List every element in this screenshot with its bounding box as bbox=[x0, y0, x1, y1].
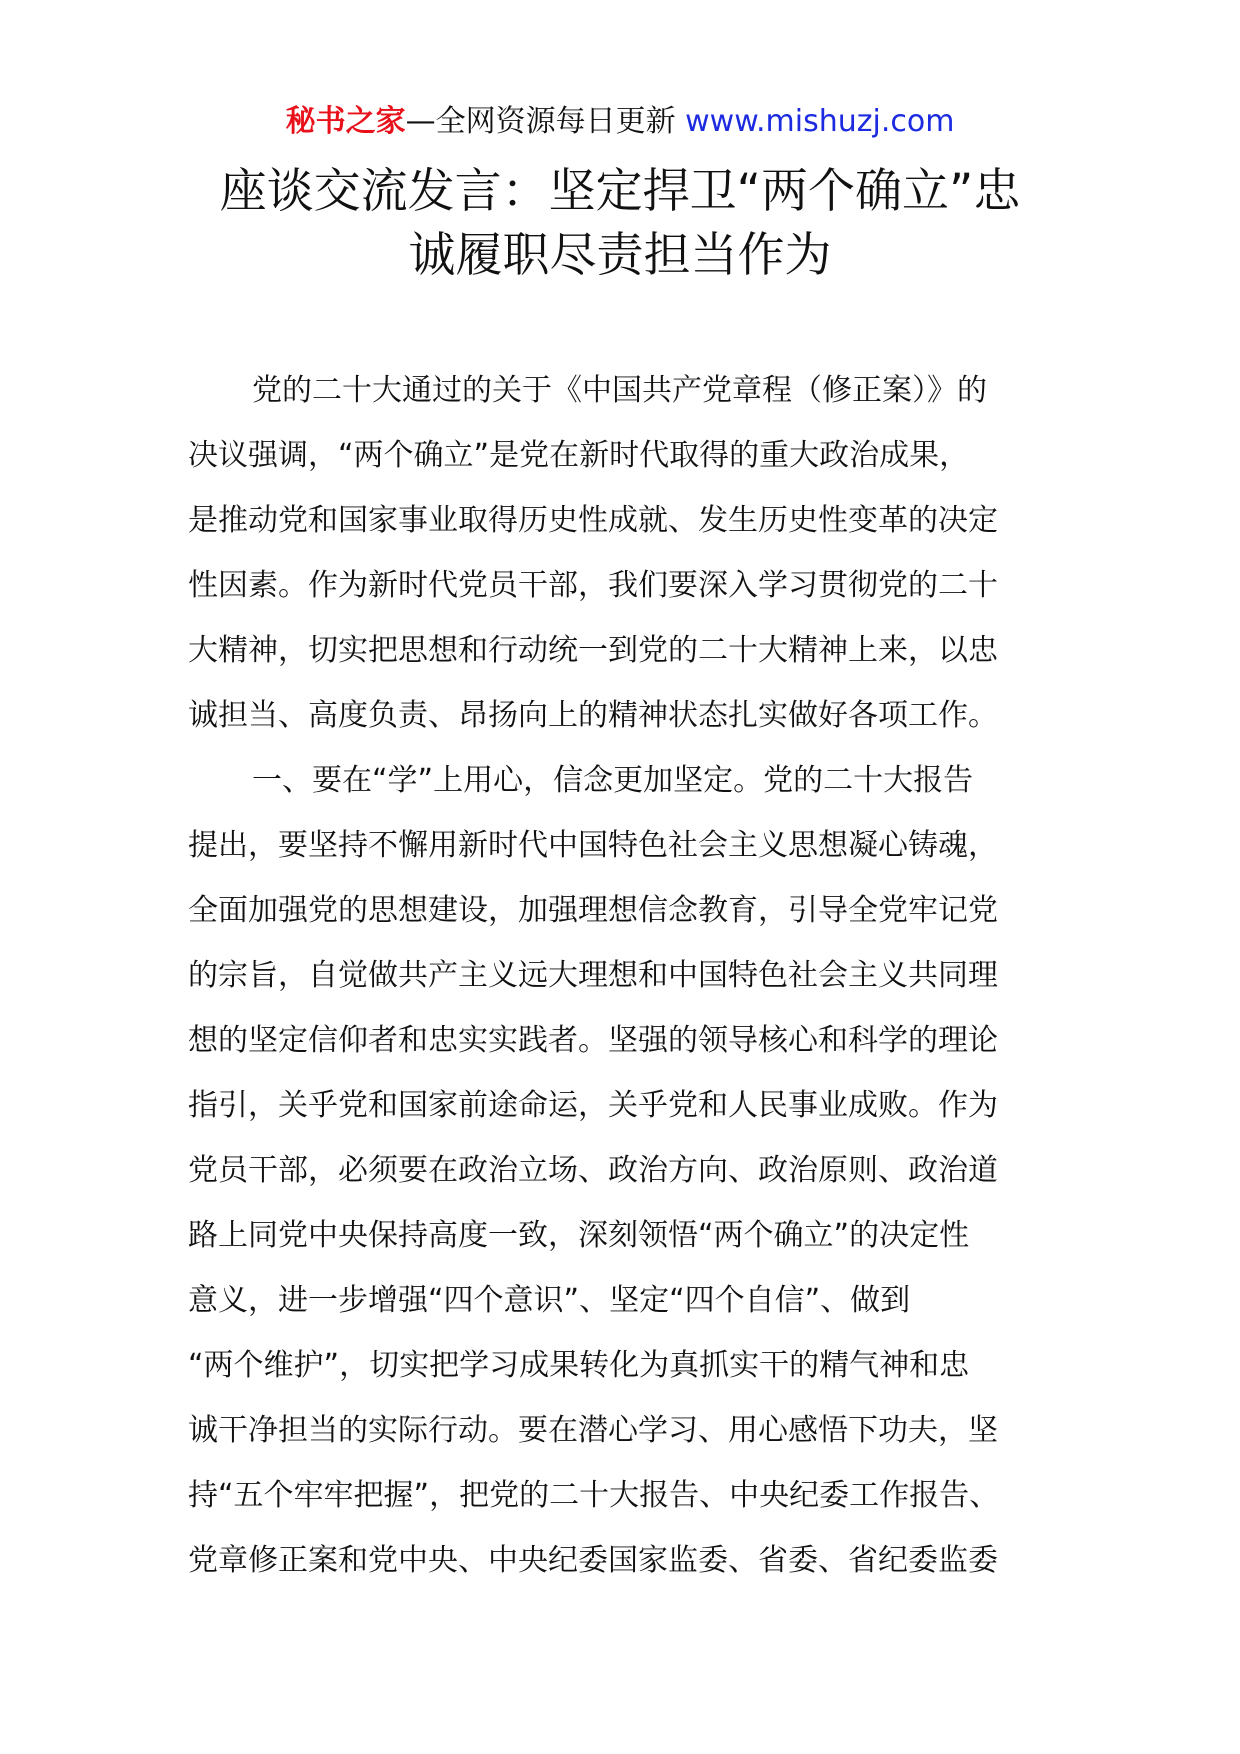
text-line: 党员干部，必须要在政治立场、政治方向、政治原则、政治道 bbox=[188, 1153, 998, 1188]
text-line: 路上同党中央保持高度一致，深刻领悟“两个确立”的决定性 bbox=[188, 1218, 970, 1253]
text-line: 持“五个牢牢把握”，把党的二十大报告、中央纪委工作报告、 bbox=[188, 1478, 1000, 1513]
text-line: 全面加强党的思想建设，加强理想信念教育，引导全党牢记党 bbox=[188, 893, 998, 928]
text-line: 党的二十大通过的关于《中国共产党章程（修正案）》的 bbox=[252, 373, 987, 408]
site-brand: 秘书之家 bbox=[285, 104, 406, 139]
text-line: 的宗旨，自觉做共产主义远大理想和中国特色社会主义共同理 bbox=[188, 958, 998, 993]
site-header bbox=[0, 100, 1240, 144]
text-line: 诚担当、高度负责、昂扬向上的精神状态扎实做好各项工作。 bbox=[188, 698, 998, 733]
text-line: “两个维护”，切实把学习成果转化为真抓实干的精气神和忠 bbox=[188, 1348, 970, 1383]
text-line: 诚干净担当的实际行动。要在潜心学习、用心感悟下功夫，坚 bbox=[188, 1413, 998, 1448]
document-title bbox=[140, 160, 1100, 288]
text-line: 是推动党和国家事业取得历史性成就、发生历史性变革的决定 bbox=[188, 503, 998, 538]
text-line: 指引，关乎党和国家前途命运，关乎党和人民事业成败。作为 bbox=[188, 1088, 998, 1123]
text-line: 提出，要坚持不懈用新时代中国特色社会主义思想凝心铸魂， bbox=[188, 828, 998, 863]
document-body bbox=[188, 358, 1068, 1593]
text-line: 性因素。作为新时代党员干部，我们要深入学习贯彻党的二十 bbox=[188, 568, 998, 603]
site-url[interactable]: www.mishuzj.com bbox=[685, 104, 955, 139]
text-line: 大精神，切实把思想和行动统一到党的二十大精神上来，以忠 bbox=[188, 633, 998, 668]
title-line-1: 座谈交流发言：坚定捍卫“两个确立”忠 bbox=[219, 164, 1021, 219]
site-tagline: —全网资源每日更新 bbox=[405, 104, 686, 139]
text-line: 一、要在“学”上用心，信念更加坚定。党的二十大报告 bbox=[252, 763, 974, 798]
text-line: 党章修正案和党中央、中央纪委国家监委、省委、省纪委监委 bbox=[188, 1543, 998, 1578]
text-line: 意义，进一步增强“四个意识”、坚定“四个自信”、做到 bbox=[188, 1283, 911, 1318]
text-line: 想的坚定信仰者和忠实实践者。坚强的领导核心和科学的理论 bbox=[188, 1023, 998, 1058]
title-line-2: 诚履职尽责担当作为 bbox=[408, 228, 832, 283]
text-line: 决议强调，“两个确立”是党在新时代取得的重大政治成果， bbox=[188, 438, 970, 473]
